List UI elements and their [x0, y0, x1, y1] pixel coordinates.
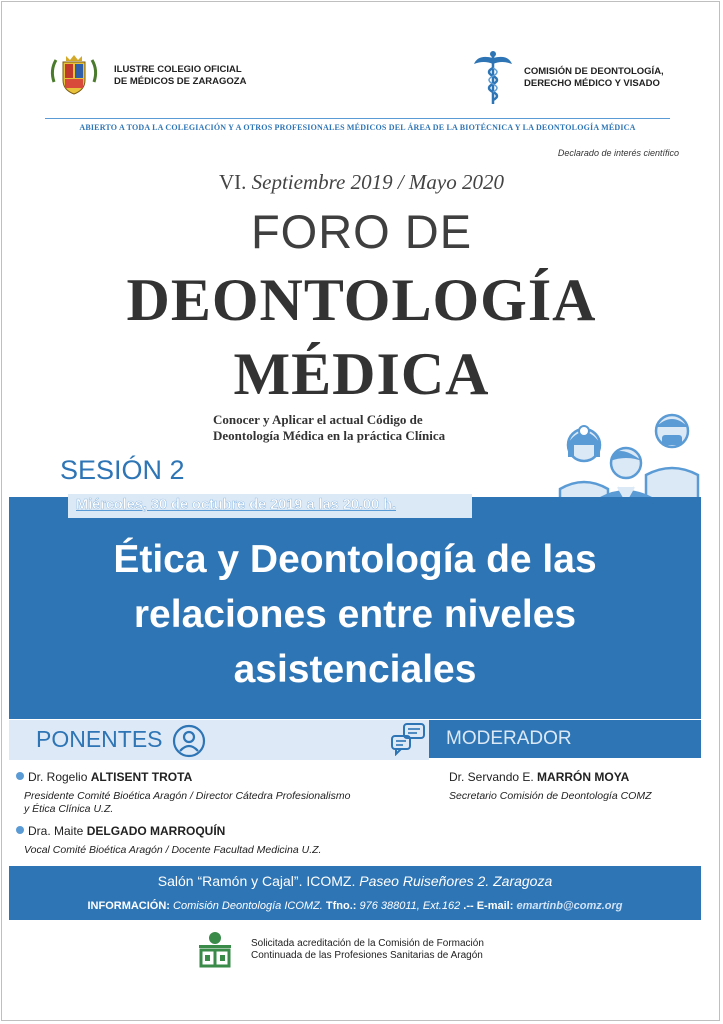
- venue-address: Paseo Ruiseñores 2. Zaragoza: [359, 873, 553, 889]
- phone-label: Tfno.:: [325, 900, 357, 912]
- edition-line: [0, 170, 723, 195]
- info-org: Comisión Deontología ICOMZ.: [173, 900, 323, 912]
- session-label: SESIÓN 2: [60, 455, 185, 485]
- speaker-bullet: [16, 772, 24, 780]
- speaker-1-role-line2: y Ética Clínica U.Z.: [24, 803, 114, 815]
- scientific-interest-note: Declarado de interés científico: [557, 148, 679, 158]
- edition-dates: Septiembre 2019 / Mayo 2020: [251, 170, 504, 194]
- commission-name-line1: COMISIÓN DE DEONTOLOGÍA,: [524, 66, 664, 77]
- commission-name-line2: DERECHO MÉDICO Y VISADO: [524, 78, 660, 89]
- caduceus-icon: [472, 50, 514, 106]
- title-line3: MÉDICA: [233, 341, 490, 407]
- speaker-1-role: [24, 790, 350, 816]
- speaker-1-name: [28, 770, 192, 784]
- audience-line: ABIERTO A TODA LA COLEGIACIÓN Y A OTROS PROFESIONALES MÉDICOS DEL ÁREA DE LA BIOTÉCNICA Y LA DEONTOLOGÍA MÉDICA: [45, 118, 670, 132]
- speaker-bullet: [16, 826, 24, 834]
- session-title-line1: Ética y Deontología de las: [113, 538, 597, 581]
- accreditation-line1: Solicitada acreditación de la Comisión de Formación: [251, 938, 484, 949]
- session-title-line3: asistenciales: [233, 648, 477, 691]
- chat-bubbles-icon: [390, 722, 426, 756]
- info-label: INFORMACIÓN:: [87, 900, 170, 912]
- speaker-1-surname: ALTISENT TROTA: [90, 770, 193, 784]
- edition-number: VI.: [218, 170, 247, 194]
- speaker-2-name: [28, 824, 225, 838]
- accreditation-logo-icon: [193, 930, 237, 970]
- college-header: [48, 52, 246, 100]
- speaker-2-prefix: Dra. Maite: [28, 824, 87, 838]
- title-line1: FORO DE: [250, 205, 473, 258]
- moderator-label: MODERADOR: [446, 728, 572, 749]
- accreditation-line2: Continuada de las Profesiones Sanitarias de Aragón: [251, 950, 483, 961]
- venue-line: [9, 873, 701, 889]
- email-label: .-- E-mail:: [463, 900, 514, 912]
- speaker-1-role-line1: Presidente Comité Bioética Aragón / Director Cátedra Profesionalismo: [24, 790, 351, 802]
- speakers-label: PONENTES: [36, 726, 163, 752]
- session-title-line2: relaciones entre niveles: [133, 593, 577, 636]
- moderator-role: Secretario Comisión de Deontología COMZ: [449, 790, 652, 802]
- phone-number: 976 388011, Ext.162: [359, 900, 461, 912]
- moderator-prefix: Dr. Servando E.: [449, 770, 538, 784]
- session-date: Miércoles, 30 de octubre de 2019 a las 20.00 h.: [76, 497, 396, 513]
- speaker-2-surname: DELGADO MARROQUÍN: [86, 824, 226, 838]
- speaker-1-prefix: Dr. Rogelio: [28, 770, 91, 784]
- subtitle-line2: Deontología Médica en la práctica Clínica: [213, 428, 446, 443]
- coat-of-arms-icon: [48, 52, 100, 100]
- moderator-surname: MARRÓN MOYA: [537, 770, 630, 784]
- speaker-2-role: [24, 844, 321, 857]
- accreditation: [193, 930, 484, 970]
- title-line2: DEONTOLOGÍA: [126, 267, 597, 333]
- college-name-line2: DE MÉDICOS DE ZARAGOZA: [114, 76, 247, 87]
- commission-header: [472, 50, 664, 106]
- info-line: [9, 900, 701, 912]
- moderator-name: [449, 770, 629, 784]
- subtitle-line1: Conocer y Aplicar el actual Código de: [213, 412, 423, 427]
- email-link[interactable]: emartinb@comz.org: [516, 900, 623, 912]
- forum-subtitle: [213, 412, 445, 444]
- speaker-2-role-line1: Vocal Comité Bioética Aragón / Docente Facultad Medicina U.Z.: [24, 844, 322, 856]
- college-name-line1: ILUSTRE COLEGIO OFICIAL: [114, 64, 242, 75]
- session-date-bar: [68, 494, 472, 518]
- user-circle-icon: [172, 724, 206, 758]
- venue-hall: Salón “Ramón y Cajal”. ICOMZ.: [157, 873, 356, 889]
- session-title: [9, 532, 701, 697]
